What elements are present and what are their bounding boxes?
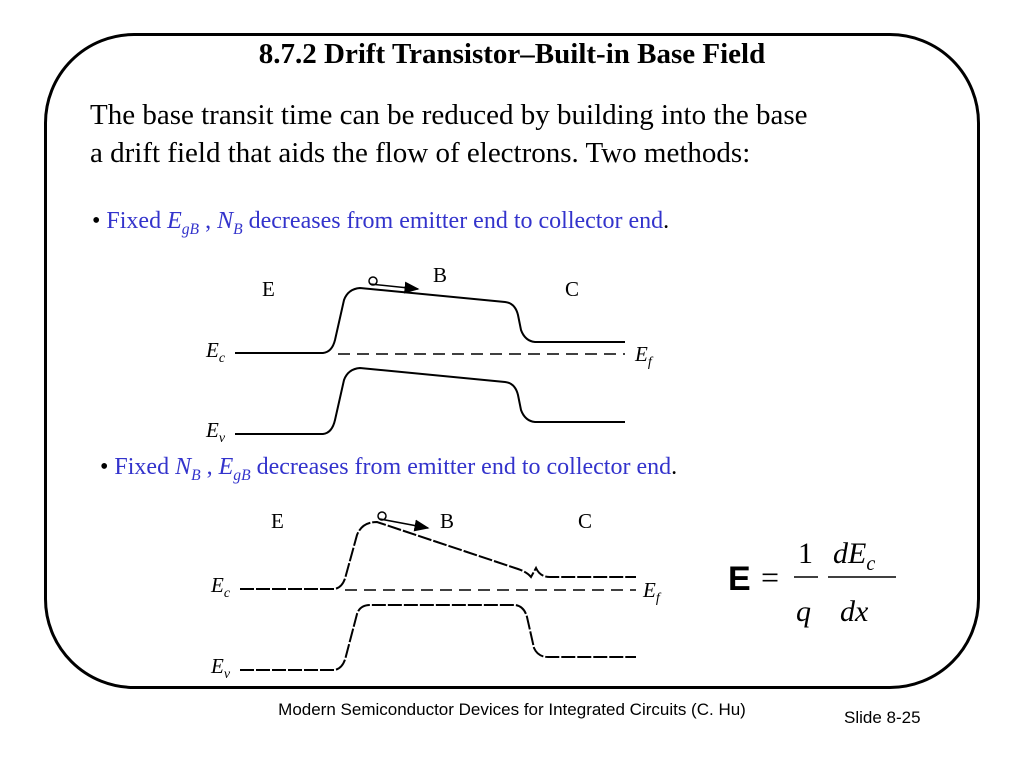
drift-arrow-2: [380, 519, 428, 528]
drift-arrow-1: [370, 284, 418, 289]
field-equation: [728, 533, 918, 633]
region-label-e: E: [262, 277, 275, 301]
region-label-c: C: [578, 509, 593, 533]
valence-band-1: [235, 368, 625, 434]
bullet-suffix: decreases from emitter end to collector end: [242, 208, 664, 234]
bullet-var-2: $N_B$: [217, 208, 243, 238]
intro-line-1: The base transit time can be reduced by building into the base: [90, 99, 808, 131]
bullet-suffix: decreases from emitter end to collector end: [250, 454, 672, 480]
bullet-sep: ,: [200, 454, 219, 480]
region-label-c: C: [565, 277, 580, 301]
region-label-b: B: [440, 509, 455, 533]
bullet-prefix: Fixed: [114, 454, 176, 480]
fraction-1-numerator: 1: [798, 537, 813, 570]
fraction-2-numerator: $dE_c$: [833, 537, 876, 575]
bullet-sep: ,: [199, 208, 218, 234]
valence-band-2: [240, 605, 636, 670]
ec-label: $E_c$: [206, 338, 226, 366]
region-label-e: E: [271, 509, 284, 533]
ef-label: $E_f$: [643, 578, 660, 606]
slide-title: 8.7.2 Drift Transistor–Built-in Base Field: [258, 38, 766, 70]
fraction-1-denominator: q: [796, 595, 811, 628]
conduction-band-2: [240, 522, 636, 589]
bullet-var-2: $E_{gB}$: [218, 454, 251, 484]
ef-label: $E_f$: [635, 342, 652, 370]
ec-label: $E_c$: [211, 573, 231, 601]
bullet-dot: •: [100, 454, 115, 480]
bullet-period: .: [663, 208, 670, 234]
bullet-prefix: Fixed: [106, 208, 168, 234]
ev-label: $E_v$: [206, 418, 226, 446]
bullet-dot: •: [92, 208, 107, 234]
equals-sign: =: [761, 559, 780, 595]
ev-label: $E_v$: [211, 654, 231, 682]
bullet-var-1: $E_{gB}$: [167, 208, 200, 238]
region-label-b: B: [433, 263, 448, 287]
band-diagram-2: [210, 509, 662, 682]
bullet-var-1: $N_B$: [175, 454, 201, 484]
slide-number: Slide 8-25: [844, 708, 921, 727]
footer-citation: Modern Semiconductor Devices for Integrated Circuits (C. Hu): [278, 700, 746, 719]
electric-field-symbol: E: [728, 560, 751, 598]
intro-line-2: a drift field that aids the flow of electrons. Two methods:: [90, 137, 751, 169]
bullet-period: .: [671, 454, 678, 480]
fraction-2-denominator: dx: [840, 595, 869, 628]
band-diagram-1: [205, 263, 654, 446]
